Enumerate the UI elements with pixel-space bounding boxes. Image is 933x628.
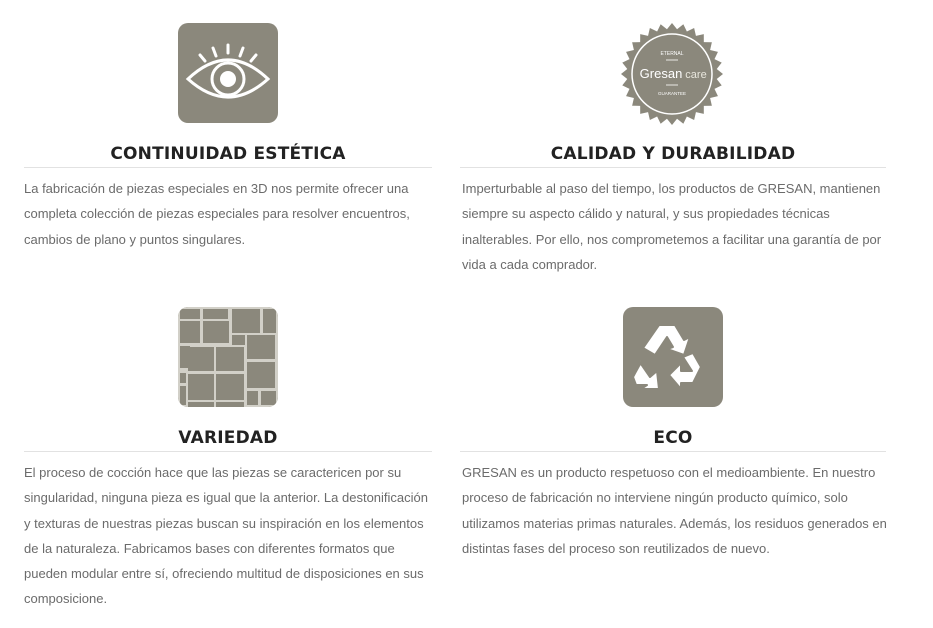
divider xyxy=(460,451,886,452)
seal-brand-suffix: care xyxy=(685,69,707,81)
seal-bottom-text: GUARANTEE xyxy=(657,91,687,96)
feature-description: La fabricación de piezas especiales en 3D nos permite ofrecer una completa colección de piezas especiales para resolver encuentros, cambios de plano y puntos singulares. xyxy=(24,181,410,247)
feature-title: CALIDAD Y DURABILIDAD xyxy=(550,144,796,164)
eye-icon xyxy=(178,23,278,123)
divider xyxy=(24,451,432,452)
feature-title: VARIEDAD xyxy=(178,428,278,448)
feature-description: Imperturbable al paso del tiempo, los productos de GRESAN, mantienen siempre su aspecto cálido y natural, y sus propiedades técnicas inalterables. Por ello, nos comprometemos a facilitar una garantía de por vida a cada comprador. xyxy=(462,181,882,272)
gresancare-seal-icon xyxy=(620,22,724,126)
tiles-icon xyxy=(178,307,278,407)
divider xyxy=(460,167,886,168)
feature-description: GRESAN es un producto respetuoso con el medioambiente. En nuestro proceso de fabricación no interviene ningún producto químico, solo utilizamos materias primas naturales. Además, los residuos generados en distintas fases del proceso son reutilizados de nuevo. xyxy=(462,465,887,556)
feature-title: ECO xyxy=(653,428,693,448)
seal-brand-main: Gresan xyxy=(639,66,683,81)
feature-title: CONTINUIDAD ESTÉTICA xyxy=(110,144,346,164)
divider xyxy=(24,167,432,168)
recycle-icon xyxy=(623,307,723,407)
seal-top-text: ETERNAL xyxy=(660,51,684,57)
feature-description: El proceso de cocción hace que las piezas se caractericen por su singularidad, ninguna pieza es igual que la anterior. La destonificación y texturas de nuestras piezas buscan su inspiración en los elementos de la naturaleza. Fabricamos bases con diferentes formatos que pueden modular entre sí, ofreciendo multitud de disposiciones en sus composicione. xyxy=(24,465,429,607)
